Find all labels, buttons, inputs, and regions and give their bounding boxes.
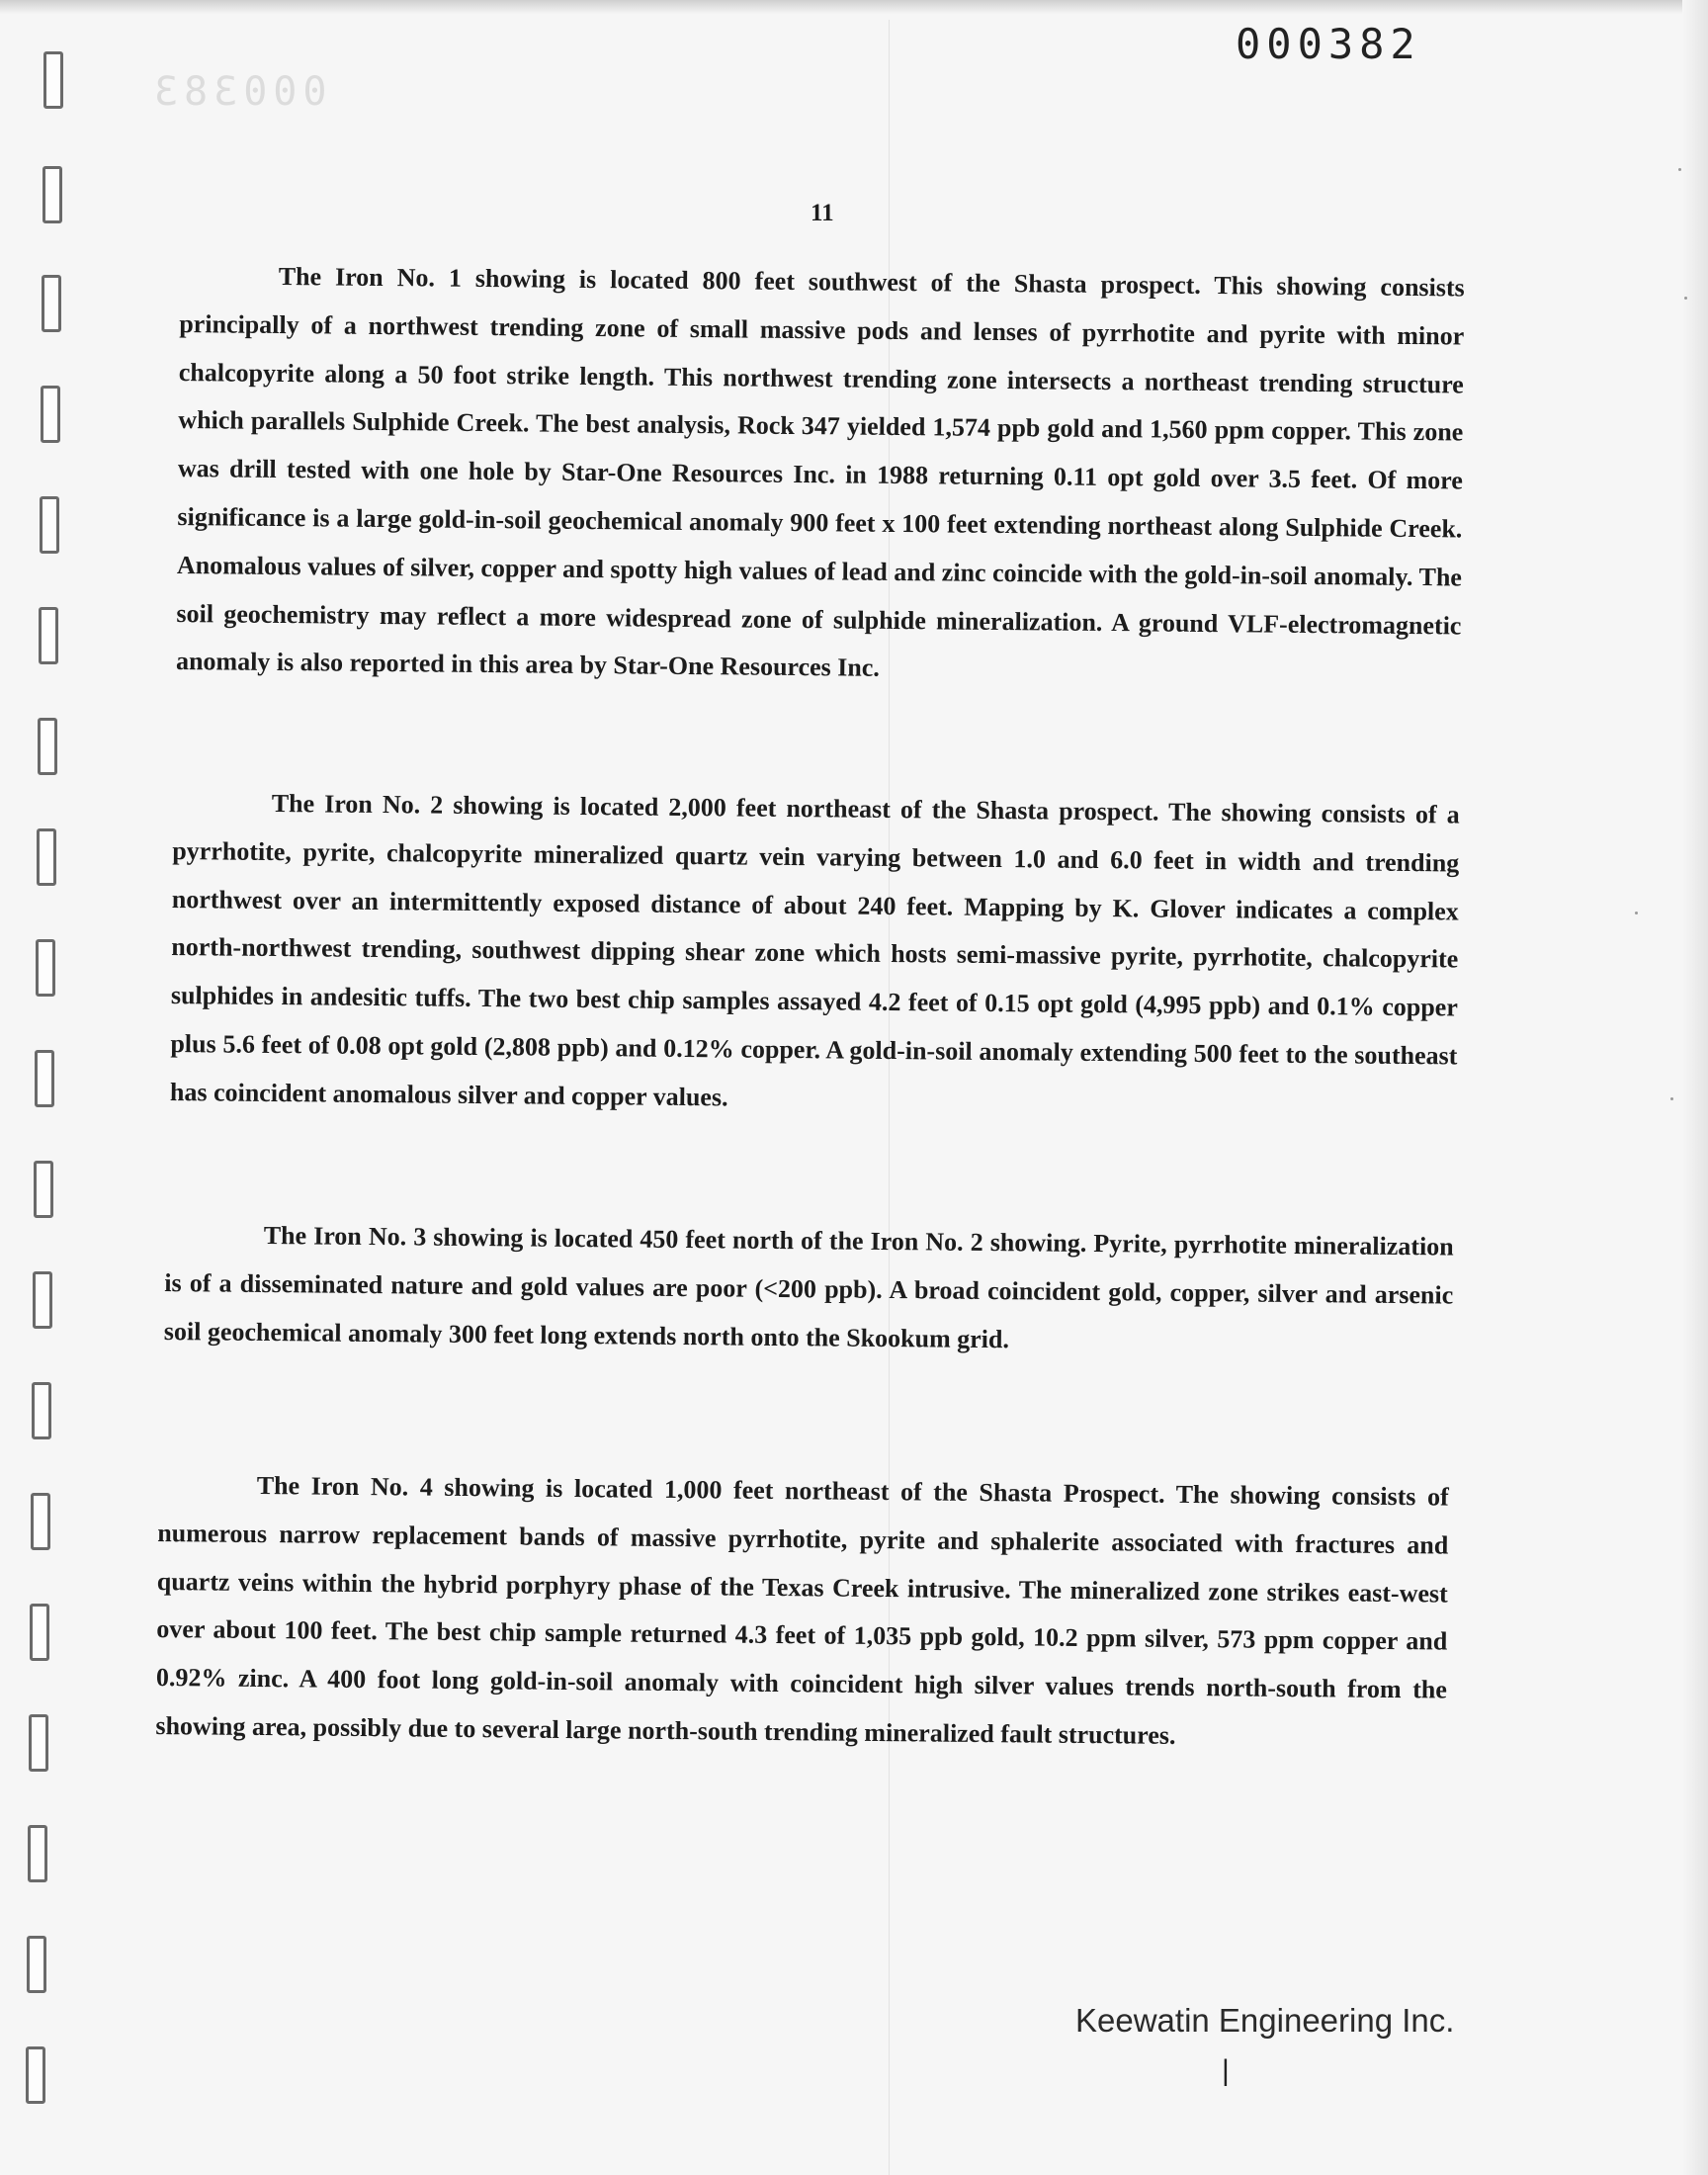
- bleed-through-stamp-number: 000383: [148, 69, 327, 115]
- scan-speck: [1684, 297, 1687, 300]
- binder-hole: [27, 1936, 46, 1993]
- binder-hole: [29, 1714, 48, 1772]
- footer-company-name: Keewatin Engineering Inc.: [1075, 2002, 1455, 2039]
- binder-hole: [28, 1825, 47, 1882]
- binder-hole: [33, 1271, 52, 1329]
- binder-hole: [35, 1050, 54, 1107]
- binder-hole: [43, 166, 62, 223]
- scan-speck: [1670, 1097, 1673, 1100]
- binder-hole: [36, 939, 55, 997]
- footer-tick-mark: |: [1222, 2054, 1230, 2087]
- binder-hole: [34, 1161, 53, 1218]
- binder-hole: [31, 1493, 50, 1550]
- page-top-edge: [0, 0, 1708, 14]
- document-stamp-number: 000382: [1236, 20, 1421, 68]
- page-right-edge: [1682, 0, 1708, 2175]
- binder-hole: [32, 1382, 51, 1439]
- paragraph-iron-no-2: The Iron No. 2 showing is located 2,000 feet northeast of the Shasta prospect. The showing consists of a pyrrhotite, pyrite, chalcopyrite mineralized quartz vein varying between 1.0 and 6.0 feet in width and trending northwest over an intermittently exposed distance of about 240 feet. Mapping by K. Glover indicates a complex north-northwest trending, southwest dipping shear zone which hosts semi-massive pyrite, pyrrhotite, chalcopyrite sulphides in andesitic tuffs. The two best chip samples assayed 4.2 feet of 0.15 opt gold (4,995 ppb) and 0.1% copper plus 5.6 feet of 0.08 opt gold (2,808 ppb) and 0.12% copper. A gold-in-soil anomaly extending 500 feet to the southeast has coincident anomalous silver and copper values.: [169, 788, 1460, 1112]
- scan-speck: [1678, 168, 1681, 171]
- binder-hole: [43, 51, 63, 109]
- binder-hole: [38, 718, 57, 775]
- binder-hole: [26, 2046, 45, 2104]
- page-number: 11: [811, 200, 834, 226]
- paragraph-iron-no-1: The Iron No. 1 showing is located 800 feet southwest of the Shasta prospect. This showing consists principally of a northwest trending zone of small massive pods and lenses of pyrrhotite and pyrite with minor chalcopyrite along a 50 foot strike length. This northwest trending zone intersects a northeast trending structure which parallels Sulphide Creek. The best analysis, Rock 347 yielded 1,574 ppb gold and 1,560 ppm copper. This zone was drill tested with one hole by Star-One Resources Inc. in 1988 returning 0.11 opt gold over 3.5 feet. Of more significance is a large gold-in-soil geochemical anomaly 900 feet x 100 feet extending northeast along Sulphide Creek. Anomalous values of silver, copper and spotty high values of lead and zinc coincide with the gold-in-soil anomaly. The soil geochemistry may reflect a more widespread zone of sulphide mineralization. A ground VLF-electromagnetic anomaly is also reported in this area by Star-One Resources Inc.: [175, 261, 1465, 683]
- binder-hole: [41, 386, 60, 443]
- binder-hole: [40, 496, 59, 554]
- binder-hole: [39, 607, 58, 664]
- binder-hole: [37, 828, 56, 886]
- scan-speck: [1635, 912, 1638, 914]
- binder-holes: [8, 0, 47, 2175]
- binder-hole: [42, 275, 61, 332]
- paragraph-iron-no-4: The Iron No. 4 showing is located 1,000 feet northeast of the Shasta Prospect. The showing consists of numerous narrow replacement bands of massive pyrrhotite, pyrite and sphalerite associated with fractures and quartz veins within the hybrid porphyry phase of the Texas Creek intrusive. The mineralized zone strikes east-west over about 100 feet. The best chip sample returned 4.3 feet of 1,035 ppb gold, 10.2 ppm silver, 573 ppm copper and 0.92% zinc. A 400 foot long gold-in-soil anomaly with coincident high silver values trends north-south from the showing area, possibly due to several large north-south trending mineralized fault structures.: [155, 1470, 1449, 1750]
- paragraph-iron-no-3: The Iron No. 3 showing is located 450 feet north of the Iron No. 2 showing. Pyrite, pyrrhotite mineralization is of a disseminated nature and gold values are poor (<200 ppb). A broad coincident gold, copper, silver and arsenic soil geochemical anomaly 300 feet long extends north onto the Skookum grid.: [163, 1220, 1454, 1353]
- binder-hole: [30, 1604, 49, 1661]
